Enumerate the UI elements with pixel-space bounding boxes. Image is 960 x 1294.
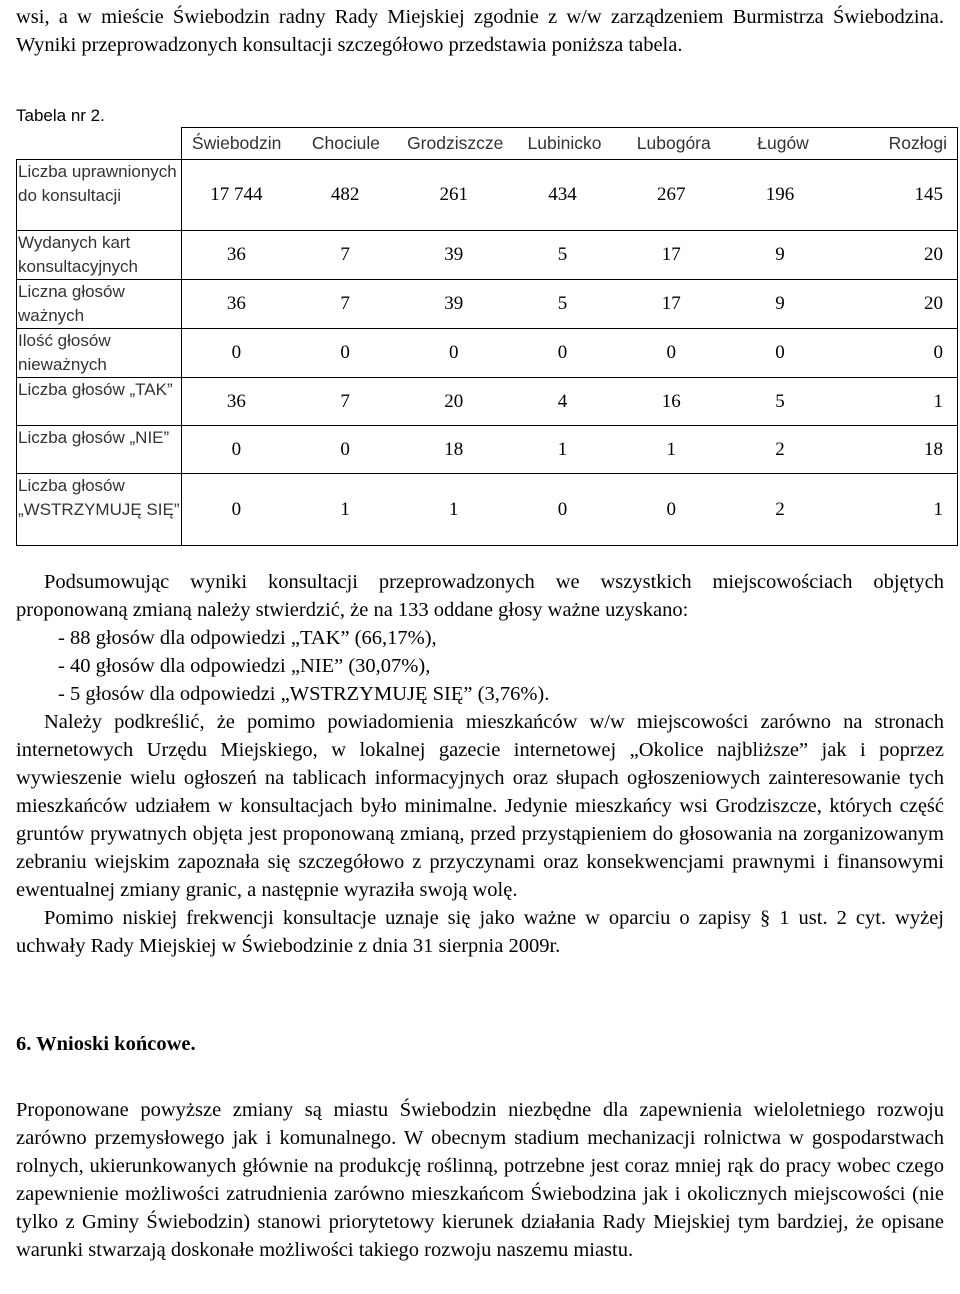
row-label: Liczba głosów „TAK” <box>17 378 182 426</box>
section-heading: 6. Wnioski końcowe. <box>16 1033 196 1055</box>
column-header: Lubinicko <box>527 133 602 153</box>
row-values <box>182 280 958 329</box>
table-cell: 18 <box>444 438 464 460</box>
row-label: Liczba głosów „NIE” <box>17 426 182 474</box>
table-row <box>17 378 958 426</box>
table-cell: 7 <box>340 293 350 314</box>
table-cell: 36 <box>226 390 246 412</box>
table-cell: 0 <box>666 342 676 363</box>
column-header: Rozłogi <box>888 133 947 153</box>
table-row <box>17 474 958 546</box>
table-cell: 5 <box>775 390 785 412</box>
table-cell: 1 <box>666 438 676 460</box>
table-cell: 0 <box>231 438 242 460</box>
table-cell: 17 <box>661 293 681 314</box>
table-cell: 36 <box>226 244 246 265</box>
table-cell: 17 744 <box>210 184 263 205</box>
table-cell: 9 <box>775 293 785 314</box>
table-cell: 4 <box>557 390 568 412</box>
row-values <box>182 231 958 280</box>
table-cell: 2 <box>775 498 785 520</box>
table-row <box>17 160 958 231</box>
table-cell: 5 <box>557 293 568 314</box>
table-cell: 20 <box>924 244 944 265</box>
table-cell: 0 <box>231 498 242 520</box>
table-cell: 1 <box>557 438 568 460</box>
row-label: Ilość głosów nieważnych <box>17 329 182 378</box>
table-cell: 0 <box>449 342 459 363</box>
table-header-row <box>17 128 958 160</box>
intro-paragraph: wsi, a w mieście Świebodzin radny Rady Miejskiej zgodnie z w/w zarządzeniem Burmistrza Świebodzina. Wyniki przeprowadzonych konsultacji szczegółowo przedstawia poniższa tabela. <box>16 6 944 56</box>
table-row <box>17 329 958 378</box>
table-cell: 434 <box>548 184 577 205</box>
table-cell: 7 <box>340 244 350 265</box>
table-cell: 36 <box>226 293 246 314</box>
table-cell: 0 <box>340 342 350 363</box>
row-values <box>182 329 958 378</box>
list-item: - 88 głosów dla odpowiedzi „TAK” (66,17%), <box>58 627 437 649</box>
table-cell: 0 <box>231 342 242 363</box>
row-values <box>182 426 958 474</box>
summary-paragraph: Pomimo niskiej frekwencji konsultacje uznaje się jako ważne w oparciu o zapisy § 1 ust. 2 cyt. wyżej uchwały Rady Miejskiej w Świebodzinie z dnia 31 sierpnia 2009r. <box>16 907 944 957</box>
table-cell: 1 <box>933 498 944 520</box>
summary-lead: Podsumowując wyniki konsultacji przeprowadzonych we wszystkich miejscowościach objętych proponowaną zmianą należy stwierdzić, że na 133 oddane głosy ważne uzyskano: <box>16 571 944 621</box>
row-label: Liczna głosów ważnych <box>17 280 182 329</box>
list-item: - 40 głosów dla odpowiedzi „NIE” (30,07%), <box>58 655 431 677</box>
table-row <box>17 426 958 474</box>
row-label: Liczba uprawnionych do konsultacji <box>17 160 182 231</box>
table-cell: 1 <box>933 390 944 412</box>
table-cell: 20 <box>924 293 944 314</box>
table-row <box>17 280 958 329</box>
table-cell: 20 <box>444 390 464 412</box>
table-cell: 39 <box>444 293 464 314</box>
summary-section <box>16 568 944 960</box>
table-caption: Tabela nr 2. <box>16 106 105 125</box>
table-cell: 196 <box>765 184 795 205</box>
column-header: Chociule <box>311 133 380 153</box>
results-table <box>16 127 958 546</box>
list-item: - 5 głosów dla odpowiedzi „WSTRZYMUJĘ SIĘ” (3,76%). <box>58 683 550 705</box>
table-cell: 17 <box>661 244 681 265</box>
table-cell: 1 <box>449 498 459 520</box>
column-header: Lubogóra <box>636 133 711 153</box>
table-cell: 7 <box>340 390 350 412</box>
table-cell: 39 <box>444 244 464 265</box>
table-corner-cell <box>17 128 182 160</box>
table-header-cell <box>182 128 958 160</box>
results-list <box>16 624 944 708</box>
table-row <box>17 231 958 280</box>
table-cell: 16 <box>661 390 681 412</box>
table-cell: 267 <box>656 184 686 205</box>
table-cell: 2 <box>775 438 785 460</box>
table-cell: 0 <box>557 498 568 520</box>
conclusion-paragraph: Proponowane powyższe zmiany są miastu Świebodzin niezbędne dla zapewnienia wieloletniego rozwoju zarówno przemysłowego jak i komunalnego. W obecnym stadium mechanizacji rolnictwa w gospodarstwach rolnych, ukierunkowanych głównie na produkcję roślinną, potrzebne jest coraz mniej rąk do pracy wobec czego zapewnienie możliwości zatrudnienia zarówno mieszkańcom Świebodzina jak i okolicznych miejscowości (nie tylko z Gminy Świebodzin) stanowi priorytetowy kierunek działania Rady Miejskiej tym bardziej, że opisane warunki stwarzają doskonałe możliwości takiego rozwoju naszemu miastu. <box>16 1099 944 1261</box>
column-header: Grodziszcze <box>407 133 504 153</box>
row-values <box>182 474 958 546</box>
table-cell: 9 <box>775 244 785 265</box>
summary-paragraph: Należy podkreślić, że pomimo powiadomienia mieszkańców w/w miejscowości zarówno na stronach internetowych Urzędu Miejskiego, w lokalnej gazecie internetowej „Okolice najbliższe” jak i poprzez wywieszenie wielu ogłoszeń na tablicach informacyjnych oraz słupach ogłoszeniowych zainteresowanie tych mieszkańców udziałem w konsultacjach było minimalne. Jedynie mieszkańcy wsi Grodziszcze, których część gruntów prywatnych objęta jest proponowaną zmianą, przed przystąpieniem do głosowania na zorganizowanym zebraniu wiejskim zapoznała się szczegółowo z przyczynami oraz konsekwencjami prawnymi i finansowymi ewentualnej zmiany granic, a następnie wyraziła swoją wolę. <box>16 711 944 901</box>
table-cell: 482 <box>330 184 360 205</box>
table-cell: 0 <box>666 498 676 520</box>
row-label: Wydanych kart konsultacyjnych <box>17 231 182 280</box>
row-values <box>182 378 958 426</box>
table-cell: 5 <box>557 244 568 265</box>
column-header: Ługów <box>757 133 809 153</box>
row-values <box>182 160 958 231</box>
table-cell: 261 <box>439 184 469 205</box>
table-cell: 1 <box>340 498 350 520</box>
table-cell: 0 <box>557 342 568 363</box>
row-label: Liczba głosów „WSTRZYMUJĘ SIĘ” <box>17 474 182 546</box>
table-cell: 0 <box>775 342 785 363</box>
column-header: Świebodzin <box>191 133 282 153</box>
table-cell: 0 <box>340 438 350 460</box>
table-cell: 0 <box>933 342 944 363</box>
table-cell: 18 <box>924 438 944 460</box>
table-cell: 145 <box>914 184 944 205</box>
